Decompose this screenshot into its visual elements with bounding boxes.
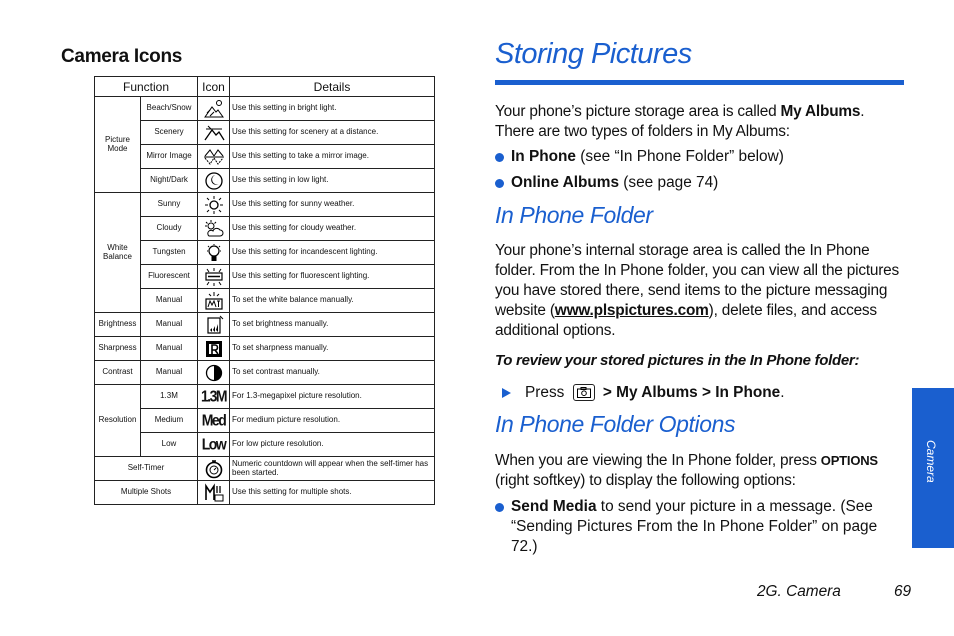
instruction-heading: To review your stored pictures in the In Phone folder: bbox=[495, 352, 860, 369]
table-row bbox=[95, 121, 435, 145]
list-item: Send Media to send your picture in a message. (See “Sending Pictures From the In Phone Folder” on page 72.) bbox=[495, 497, 905, 557]
camera-icons-heading: Camera Icons bbox=[61, 46, 183, 67]
detail-text: Use this setting in low light. bbox=[230, 169, 435, 193]
table-row bbox=[95, 169, 435, 193]
mirror-image-icon bbox=[203, 147, 225, 167]
table-row bbox=[95, 97, 435, 121]
detail-text: Numeric countdown will appear when the self-timer has been started. bbox=[230, 457, 435, 481]
detail-text: For medium picture resolution. bbox=[230, 409, 435, 433]
header-icon: Icon bbox=[198, 77, 230, 97]
header-function: Function bbox=[95, 77, 198, 97]
table-row bbox=[95, 265, 435, 289]
table-row bbox=[95, 457, 435, 481]
step-arrow-icon bbox=[502, 388, 511, 398]
option-label: Fluorescent bbox=[141, 265, 198, 289]
option-label: Tungsten bbox=[141, 241, 198, 265]
option-label: Scenery bbox=[141, 121, 198, 145]
group-brightness: Brightness bbox=[95, 313, 141, 337]
function-multiple-shots: Multiple Shots bbox=[95, 481, 198, 505]
group-resolution: Resolution bbox=[95, 385, 141, 457]
table-row bbox=[95, 193, 435, 217]
option-label: Manual bbox=[141, 337, 198, 361]
contrast-icon bbox=[203, 363, 225, 383]
table-row bbox=[95, 481, 435, 505]
group-contrast: Contrast bbox=[95, 361, 141, 385]
res-1-3m-icon: 1.3M bbox=[200, 387, 227, 405]
heading-in-phone-folder-options: In Phone Folder Options bbox=[495, 411, 736, 437]
list-item: Online Albums (see page 74) bbox=[495, 173, 905, 193]
list-item: In Phone (see “In Phone Folder” below) bbox=[495, 147, 905, 167]
detail-text: Use this setting for multiple shots. bbox=[230, 481, 435, 505]
table-row bbox=[95, 409, 435, 433]
sunny-icon bbox=[203, 195, 225, 215]
table-row bbox=[95, 433, 435, 457]
detail-text: Use this setting for incandescent lighting. bbox=[230, 241, 435, 265]
table-row bbox=[95, 145, 435, 169]
footer-page-number: 69 bbox=[894, 583, 912, 600]
detail-text: Use this setting for fluorescent lighting. bbox=[230, 265, 435, 289]
multiple-shots-icon bbox=[203, 483, 225, 503]
bullet-icon bbox=[495, 503, 504, 512]
function-self-timer: Self-Timer bbox=[95, 457, 198, 481]
cloudy-icon bbox=[203, 219, 225, 239]
detail-text: For low picture resolution. bbox=[230, 433, 435, 457]
step-item: Press > My Albums > In Phone. bbox=[502, 383, 785, 403]
bullet-icon bbox=[495, 153, 504, 162]
header-details: Details bbox=[230, 77, 435, 97]
res-medium-icon: Med bbox=[201, 411, 226, 429]
table-row bbox=[95, 337, 435, 361]
table-row bbox=[95, 217, 435, 241]
option-label: Medium bbox=[141, 409, 198, 433]
option-label: Manual bbox=[141, 361, 198, 385]
self-timer-icon bbox=[203, 459, 225, 479]
option-label: Cloudy bbox=[141, 217, 198, 241]
group-picture-mode: Picture Mode bbox=[95, 97, 141, 193]
page-title: Storing Pictures bbox=[495, 38, 692, 70]
sharpness-icon bbox=[203, 339, 225, 359]
detail-text: To set the white balance manually. bbox=[230, 289, 435, 313]
option-label: 1.3M bbox=[141, 385, 198, 409]
wb-manual-icon bbox=[203, 291, 225, 311]
side-tab-label: Camera bbox=[924, 440, 938, 483]
footer-section: 2G. Camera bbox=[757, 583, 841, 600]
table-header-row bbox=[95, 77, 435, 97]
camera-key-icon bbox=[573, 384, 595, 401]
fluorescent-icon bbox=[203, 267, 225, 287]
detail-text: To set sharpness manually. bbox=[230, 337, 435, 361]
options-paragraph: When you are viewing the In Phone folder, press OPTIONS (right softkey) to display the following options: bbox=[495, 452, 878, 489]
table-row bbox=[95, 289, 435, 313]
detail-text: To set contrast manually. bbox=[230, 361, 435, 385]
option-label: Low bbox=[141, 433, 198, 457]
night-dark-icon bbox=[203, 171, 225, 191]
option-label: Beach/Snow bbox=[141, 97, 198, 121]
scenery-icon bbox=[203, 123, 225, 143]
bullet-icon bbox=[495, 179, 504, 188]
table-row bbox=[95, 313, 435, 337]
intro-paragraph: Your phone’s picture storage area is called My Albums. There are two types of folders in My Albums: bbox=[495, 103, 865, 140]
brightness-icon bbox=[203, 315, 225, 335]
group-sharpness: Sharpness bbox=[95, 337, 141, 361]
section-side-tab bbox=[912, 388, 954, 548]
table-row bbox=[95, 385, 435, 409]
option-label: Manual bbox=[141, 313, 198, 337]
beach-snow-icon bbox=[203, 99, 225, 119]
detail-text: Use this setting for cloudy weather. bbox=[230, 217, 435, 241]
detail-text: For 1.3-megapixel picture resolution. bbox=[230, 385, 435, 409]
group-white-balance: White Balance bbox=[95, 193, 141, 313]
detail-text: Use this setting for scenery at a distance. bbox=[230, 121, 435, 145]
heading-in-phone-folder: In Phone Folder bbox=[495, 202, 653, 228]
camera-icons-table bbox=[94, 76, 435, 505]
tungsten-icon bbox=[203, 243, 225, 263]
detail-text: Use this setting for sunny weather. bbox=[230, 193, 435, 217]
detail-text: Use this setting to take a mirror image. bbox=[230, 145, 435, 169]
detail-text: To set brightness manually. bbox=[230, 313, 435, 337]
option-label: Manual bbox=[141, 289, 198, 313]
option-label: Mirror Image bbox=[141, 145, 198, 169]
option-label: Sunny bbox=[141, 193, 198, 217]
table-row bbox=[95, 241, 435, 265]
website-link[interactable]: www.plspictures.com bbox=[554, 302, 709, 319]
table-row bbox=[95, 361, 435, 385]
res-low-icon: Low bbox=[201, 435, 226, 453]
title-rule bbox=[495, 80, 904, 85]
option-label: Night/Dark bbox=[141, 169, 198, 193]
detail-text: Use this setting in bright light. bbox=[230, 97, 435, 121]
folder-paragraph: Your phone’s internal storage area is called the In Phone folder. From the In Phone folder, you can view all the pictures you have stored there, send items to the picture messaging website (www.plspictures.com), delete files, and access additional options. bbox=[495, 242, 900, 339]
